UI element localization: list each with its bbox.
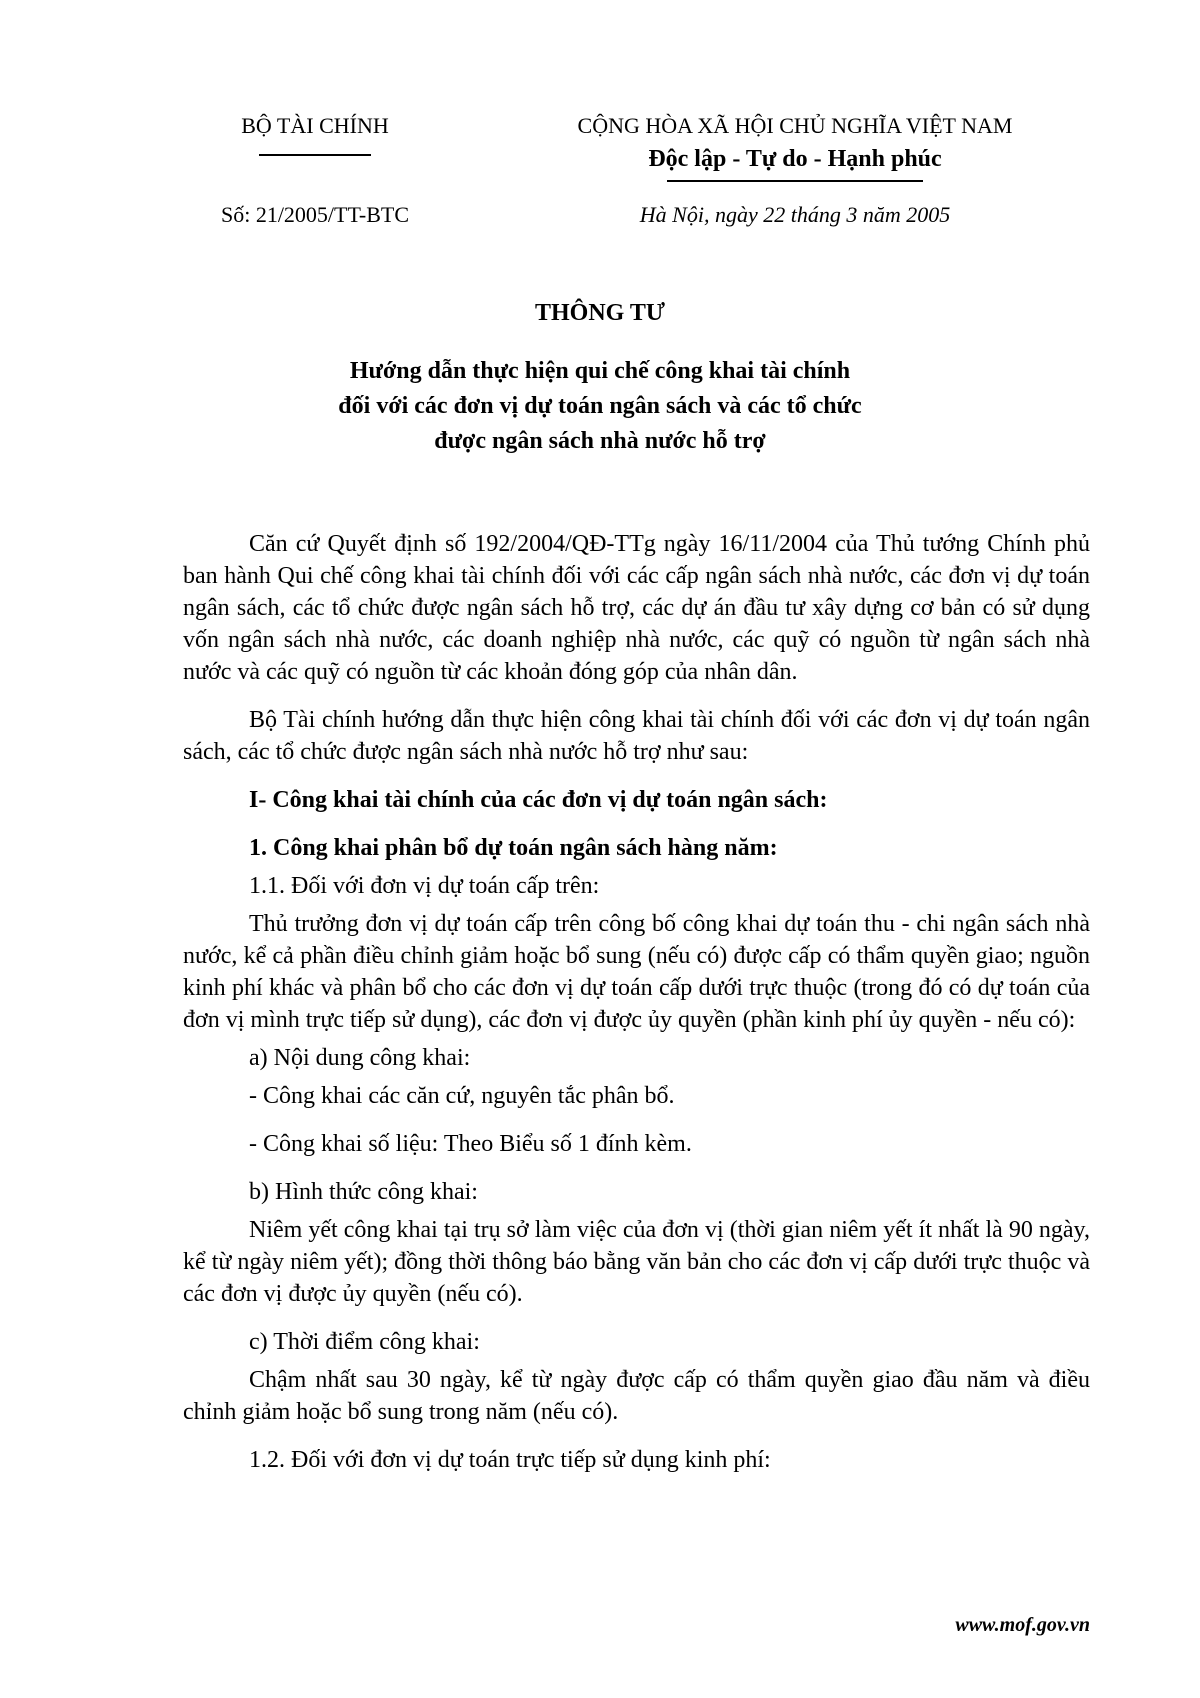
section-heading: I- Công khai tài chính của các đơn vị dự toán ngân sách: (249, 787, 828, 813)
item-heading: 1. Công khai phân bổ dự toán ngân sách hàng năm: (249, 835, 778, 861)
national-motto: Độc lập - Tự do - Hạnh phúc (648, 146, 942, 172)
preamble-paragraph: Căn cứ Quyết định số 192/2004/QĐ-TTg ngày 16/11/2004 của Thủ tướng Chính phủ ban hành Qui chế công khai tài chính đối với các cấp ngân sách nhà nước, các đơn vị dự toán ngân sách, các tổ chức được ngân sách hỗ trợ, các dự án đầu tư xây dựng cơ bản có sử dụng vốn ngân sách nhà nước, các doanh nghiệp nhà nước, các quỹ có nguồn từ ngân sách nhà nước và các quỹ có nguồn từ các khoản đóng góp của nhân dân. (183, 531, 1090, 685)
ministry-name: BỘ TÀI CHÍNH (241, 113, 389, 138)
preamble-paragraph: Bộ Tài chính hướng dẫn thực hiện công khai tài chính đối với các đơn vị dự toán ngân sách, các tổ chức được ngân sách nhà nước hỗ trợ như sau: (183, 707, 1090, 765)
document-number: Số: 21/2005/TT-BTC (220, 202, 410, 227)
clause-heading: c) Thời điểm công khai: (249, 1329, 480, 1355)
ministry-underline (259, 154, 371, 156)
clause-heading: b) Hình thức công khai: (249, 1179, 478, 1205)
body-paragraph: Niêm yết công khai tại trụ sở làm việc của đơn vị (thời gian niêm yết ít nhất là 90 ngày, kể từ ngày niêm yết); đồng thời thông báo bằng văn bản cho các đơn vị cấp dưới trực thuộc và các đơn vị được ủy quyền (nếu có). (183, 1217, 1090, 1307)
clause-heading: a) Nội dung công khai: (249, 1045, 471, 1071)
national-title-block (530, 112, 1060, 182)
country-name: CỘNG HÒA XÃ HỘI CHỦ NGHĨA VIỆT NAM (577, 113, 1013, 138)
footer-website: www.mof.gov.vn (955, 1614, 1090, 1636)
document-subject (0, 354, 1200, 459)
document-body (183, 528, 1090, 1492)
motto-underline (667, 180, 923, 182)
body-paragraph: Thủ trưởng đơn vị dự toán cấp trên công bố công khai dự toán thu - chi ngân sách nhà nước, kể cả phần điều chỉnh giảm hoặc bổ sung (nếu có) được cấp có thẩm quyền giao; nguồn kinh phí khác và phân bổ cho các đơn vị dự toán cấp dưới trực thuộc (trong đó có dự toán của đơn vị mình trực tiếp sử dụng), các đơn vị được ủy quyền (phần kinh phí ủy quyền - nếu có): (183, 911, 1090, 1033)
subject-line: được ngân sách nhà nước hỗ trợ (434, 428, 766, 454)
subject-line: Hướng dẫn thực hiện qui chế công khai tài chính (349, 358, 851, 384)
place-and-date: Hà Nội, ngày 22 tháng 3 năm 2005 (639, 202, 951, 227)
body-paragraph: Chậm nhất sau 30 ngày, kể từ ngày được cấp có thẩm quyền giao đầu năm và điều chỉnh giảm hoặc bổ sung trong năm (nếu có). (183, 1367, 1090, 1425)
issuing-authority-block (190, 112, 440, 156)
subject-line: đối với các đơn vị dự toán ngân sách và các tổ chức (338, 393, 862, 419)
list-item: - Công khai các căn cứ, nguyên tắc phân bổ. (249, 1083, 675, 1109)
list-item: - Công khai số liệu: Theo Biểu số 1 đính kèm. (249, 1131, 692, 1157)
subitem-heading: 1.2. Đối với đơn vị dự toán trực tiếp sử dụng kinh phí: (249, 1447, 771, 1473)
subitem-heading: 1.1. Đối với đơn vị dự toán cấp trên: (249, 873, 600, 899)
document-type-title: THÔNG TƯ (534, 300, 666, 326)
